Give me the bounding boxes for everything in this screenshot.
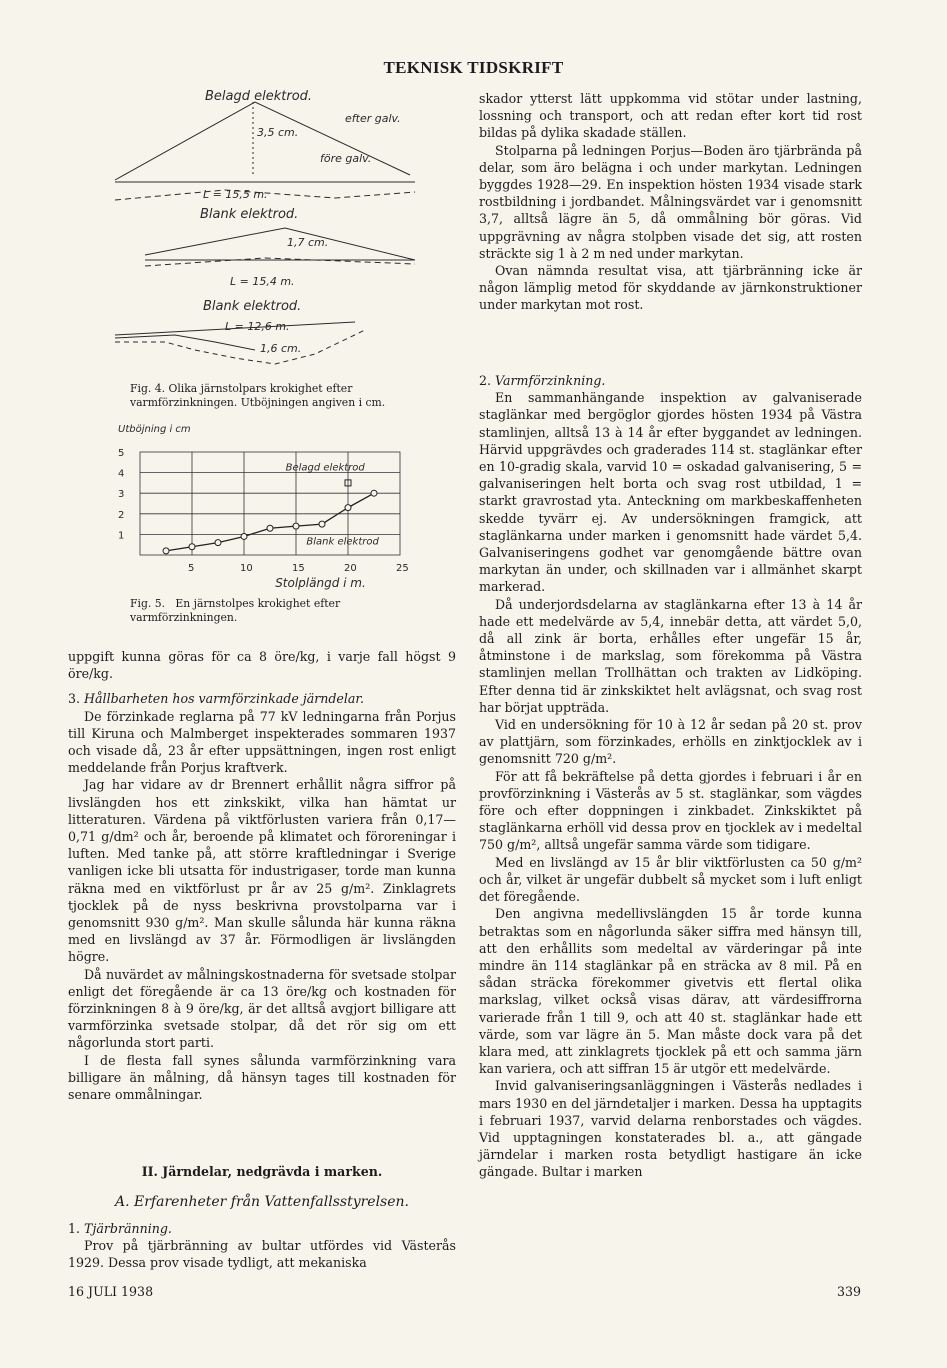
- fig5-xtick-label: 25: [396, 563, 409, 574]
- figure-4-sketch: [105, 80, 440, 370]
- section-2-num: 2.: [479, 373, 492, 388]
- fig5-ytick-label: 2: [118, 509, 125, 521]
- right-paragraph-9: Den angivna medellivslängden 15 år torde kunna betraktas som en någorlunda säker siffra med hänsyn till, att den erhållits som medeltal av värderingar på inte mindre än 114 staglänkar på en sträcka av 8 mil. På en sådan sträcka förekommer givetvis ett flertal olika markslag, vilket också visas därav, att värdesiffrorna varierade från 1 till 9, och att 40 st. staglänkar hade ett värde, som var lägre än 5. Man måste dock vara på det klara med, att zinklagrets tjocklek på ett och samma järn kan variera, och att siffran 15 är utgör ett medelvärde.: [479, 906, 862, 1077]
- fig5-point-blank: [189, 544, 195, 550]
- fig5-ylabel: Utböjning i cm: [118, 424, 191, 435]
- fig4-label-dim-16: 1,6 cm.: [260, 342, 302, 355]
- figure-5-chart: [110, 420, 430, 595]
- fig5-point-blank: [371, 490, 377, 496]
- right-paragraph-5: Då underjordsdelarna av staglänkarna efter 13 à 14 år hade ett medelvärde av 5,4, innebär detta, att värdet 5,0, då all zink är borta, erhålles efter ungefär 15 år, åtminstone i de markslag, som förekomma på Västra stamlinjen mellan Trollhättan och trakten av Lidköping. Efter denna tid är zinkskiktet helt avlägsnat, och svag rost har börjat uppträda.: [479, 596, 862, 715]
- fig5-point-blank: [345, 505, 351, 511]
- journal-title: TEKNISK TIDSKRIFT: [383, 58, 564, 77]
- fig5-ytick-label: 3: [118, 489, 125, 501]
- section-1-title: Tjärbränning.: [84, 1220, 172, 1236]
- fig5-point-blank: [163, 548, 169, 554]
- fig5-point-blank: [241, 533, 247, 539]
- figure-4-caption: [130, 382, 450, 410]
- fig5-xtick-label: 20: [344, 563, 357, 574]
- fig5-xtick-label: 10: [240, 563, 253, 574]
- left-paragraph-1: uppgift kunna göras för ca 8 öre/kg, i varje fall högst 9 öre/kg.: [68, 649, 456, 682]
- fig4-label-efter-galv: efter galv.: [345, 112, 401, 125]
- fig4-label-dim-17: 1,7 cm.: [287, 236, 329, 249]
- chapter-II-heading: II. Järndelar, nedgrävda i marken.: [141, 1164, 383, 1180]
- fig4-caption-text: Olika järnstolpars krokighet efter varmförzinkningen. Utböjningen angiven i cm.: [130, 382, 386, 409]
- fig5-series-label: Belagd elektrod: [285, 462, 365, 474]
- section-A-heading: A. Erfarenheter från Vattenfallsstyrelsen.: [115, 1194, 409, 1211]
- fig4-label-fore-galv: före galv.: [320, 152, 372, 165]
- right-paragraph-1: skador ytterst lätt uppkomma vid stötar under lastning, lossning och transport, och att redan efter kort tid rost bildas på dylika skadade ställen.: [479, 91, 862, 141]
- fig4-label-blank2: Blank elektrod.: [203, 299, 302, 314]
- fig5-xtick-label: 5: [188, 563, 195, 574]
- right-paragraph-2: Stolparna på ledningen Porjus—Boden äro tjärbrända på delar, som äro belägna i och under markytan. Ledningen byggdes 1928—29. En inspektion hösten 1934 visade stark rostbildning i jordbandet. Målningsvärdet var i genomsnitt 3,7, alltså lägre än 5, då ommålning bör göras. Vid uppgrävning av några stolpben visade det sig, att rosten sträckte sig 1 à 2 m ned under markytan.: [479, 142, 862, 261]
- footer-date: 16 JULI 1938: [68, 1284, 154, 1299]
- fig5-point-blank: [319, 521, 325, 527]
- fig5-caption-text: En järnstolpes krokighet efter varmförzinkningen.: [130, 597, 341, 624]
- fig5-ytick-label: 5: [118, 448, 125, 459]
- section-3-num: 3.: [68, 691, 81, 707]
- right-paragraph-4: En sammanhängande inspektion av galvaniserade staglänkar med bergöglor gjordes hösten 1934 på Västra stamlinjen, alltså 13 à 14 år efter byggandet av ledningen. Härvid uppgrävdes och graderades 114 st. staglänkar efter en 10-gradig skala, varvid 10 = oskadad galvanisering, 5 = galvaniseringen helt borta och svag rost utbildad, 1 = starkt gravrostad yta. Anteckning om markbeskaffenheten skedde tyvärr ej. Av undersökningen framgick, att staglänkarna under marken i genomsnitt hade värdet 5,4. Galvaniseringens godhet var genomgående bättre ovan markytan än under, och skillnaden var i allmänhet skarpt markerad.: [479, 390, 862, 595]
- fig5-ytick-label: 1: [118, 530, 125, 542]
- fig4-label-blank1: Blank elektrod.: [200, 207, 299, 222]
- left-column: [68, 648, 456, 1271]
- fig5-point-blank: [293, 523, 299, 529]
- fig4-caption-num: Fig. 4.: [130, 382, 166, 395]
- fig4-blank1-line: [145, 228, 415, 260]
- fig5-ytick-label: 4: [118, 468, 125, 480]
- right-paragraph-7: För att få bekräftelse på detta gjordes i februari i år en provförzinkning i Västerås av 5 st. staglänkar, som vägdes före och efter doppningen i zinkbadet. Zinkskiktet på staglänkarna erhöll vid dessa prov en tjocklek av i medeltal 750 g/m², alltså ungefär samma värde som tidigare.: [479, 768, 862, 853]
- fig4-label-l154: L = 15,4 m.: [230, 275, 295, 288]
- right-paragraph-6: Vid en undersökning för 10 à 12 år sedan på 20 st. prov av plattjärn, som förzinkades, erhölls en zinktjocklek av i genomsnitt 720 g/m².: [479, 717, 862, 767]
- left-paragraph-5: I de flesta fall synes sålunda varmförzinkning vara billigare än målning, då hänsyn tages till kostnaden för senare ommålningar.: [68, 1052, 456, 1103]
- section-3-title: Hållbarheten hos varmförzinkade järndelar.: [84, 691, 365, 707]
- fig5-xtick-label: 15: [292, 563, 305, 574]
- section-2-title: Varmförzinkning.: [495, 373, 606, 388]
- left-paragraph-2: De förzinkade reglarna på 77 kV ledningarna från Porjus till Kiruna och Malmberget inspekterades sommaren 1937 och visade då, 23 år efter uppsättningen, ingen rost enligt meddelande från Porjus kraftverk.: [68, 708, 456, 776]
- section-3-heading: [68, 690, 456, 707]
- figure-5-caption: [130, 597, 430, 625]
- fig4-label-l155: L = 15,5 m.: [203, 188, 268, 201]
- fig4-label-dim-35: 3,5 cm.: [257, 126, 299, 139]
- left-paragraph-4: Då nuvärdet av målningskostnaderna för svetsade stolpar enligt det föregående är ca 13 öre/kg och kostnaden för förzinkningen 8 à 9 öre/kg, är det alltså avgjort billigare att varmförzinka svetsade stolpar, då det rör sig om ett någorlunda stort parti.: [68, 966, 456, 1051]
- section-2-heading: [479, 372, 862, 389]
- section-1-num: 1.: [68, 1220, 81, 1236]
- left-paragraph-3: Jag har vidare av dr Brennert erhållit några siffror på livslängden hos ett zinkskikt, vilka han hämtat ur litteraturen. Värdena på viktförlusten variera från 0,17—0,71 g/dm² och år, beroende på klimatet och föroreningar i luften. Med tanke på, att större kraftledningar i Sverige vanligen icke bli utsatta för industrigaser, torde man kunna räkna med en viktförlust pr år av 25 g/m². Zinklagrets tjocklek på de nyss beskrivna provstolparna var i genomsnitt 930 g/m². Man skulle sålunda här kunna räkna med en livslängd av 37 år. Förmodligen är livslängden högre.: [68, 777, 456, 965]
- fig5-caption-num: Fig. 5.: [130, 597, 166, 610]
- right-paragraph-8: Med en livslängd av 15 år blir viktförlusten ca 50 g/m² och år, vilket är ungefär dubbelt så mycket som i luft enligt det föregående.: [479, 854, 862, 905]
- fig4-label-l126: L = 12,6 m.: [225, 320, 290, 333]
- left-paragraph-6: Prov på tjärbränning av bultar utfördes vid Västerås 1929. Dessa prov visade tydligt, att mekaniska: [68, 1237, 456, 1271]
- fig5-point-blank: [215, 540, 221, 546]
- fig5-series-label: Blank elektrod: [306, 536, 379, 548]
- fig5-point-blank: [267, 525, 273, 531]
- right-column-main: [479, 372, 862, 1181]
- fig5-xlabel: Stolplängd i m.: [275, 576, 366, 590]
- right-paragraph-10: Invid galvaniseringsanläggningen i Västerås nedlades i mars 1930 en del järndetaljer i marken. Dessa ha upptagits i februari 1937, varvid delarna renborstades och vägdes. Vid upptagningen konstaterades bl. a., att gängade järndelar i marken rosta betydligt hastigare än icke gängade. Bultar i marken: [479, 1078, 862, 1180]
- fig4-label-belagd: Belagd elektrod.: [205, 89, 313, 104]
- right-paragraph-3: Ovan nämnda resultat visa, att tjärbränning icke är någon lämplig metod för skyddande av järnkonstruktioner under markytan mot rost.: [479, 263, 862, 313]
- section-1-heading: [68, 1220, 456, 1237]
- footer-page-number: 339: [836, 1284, 861, 1299]
- right-column-top: [479, 90, 862, 314]
